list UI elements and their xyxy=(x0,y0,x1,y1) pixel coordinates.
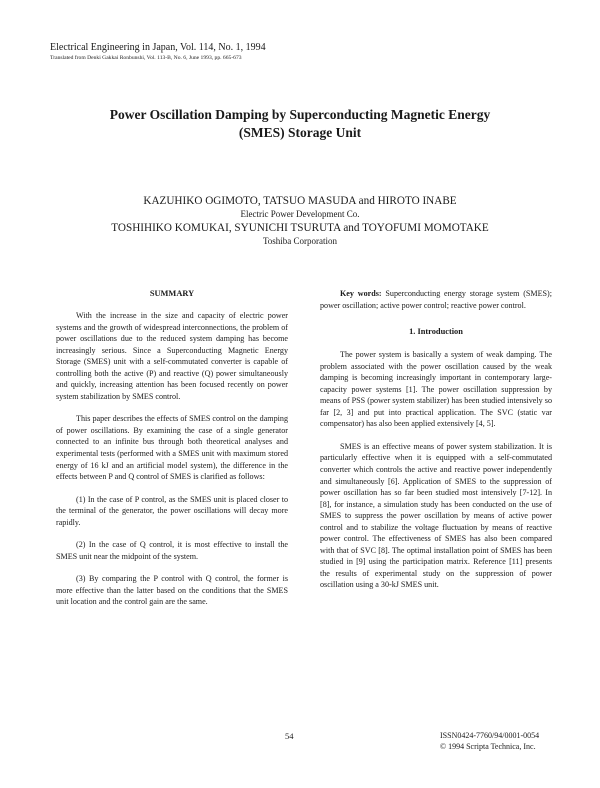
author-block xyxy=(40,194,560,248)
issn-code: ISSN0424-7760/94/0001-0054 xyxy=(440,731,540,740)
keywords xyxy=(320,288,552,311)
publication-info xyxy=(440,730,539,752)
keywords-label: Key words: xyxy=(340,289,382,298)
translation-source: Translated from Denki Gakkai Ronbunshi, Vol. 113-B, No. 6, June 1993, pp. 665-673 xyxy=(50,55,242,61)
authors-group-2: TOSHIHIKO KOMUKAI, SYUNICHI TSURUTA and TOYOFUMI MOMOTAKE xyxy=(111,222,489,234)
paper-title xyxy=(60,106,540,142)
introduction-heading: 1. Introduction xyxy=(409,327,463,337)
summary-paragraph-2: This paper describes the effects of SMES control on the damping of power oscillations. By examining the case of a single generator connected to an infinite bus through both theoretical analyses and experimental tests (performed with a SMES unit with maximum stored energy of 16 kJ and an artificial model system), the difference in the effects between P and Q control of SMES is clarified as follows: xyxy=(56,414,288,482)
copyright-notice: © 1994 Scripta Technica, Inc. xyxy=(440,742,536,751)
summary-paragraph-4: (2) In the case of Q control, it is most effective to install the SMES unit near the midpoint of the system. xyxy=(56,540,288,561)
affiliation-2: Toshiba Corporation xyxy=(262,236,338,246)
summary-paragraph-5: (3) By comparing the P control with Q control, the former is more effective than the latter based on the conditions that the SMES unit location and the control gain are the same. xyxy=(56,574,288,607)
keywords-text: Superconducting energy storage system (SMES); power oscillation; active power control; reactive power control. xyxy=(320,289,552,310)
authors-group-1: KAZUHIKO OGIMOTO, TATSUO MASUDA and HIROTO INABE xyxy=(143,195,457,207)
summary-heading: SUMMARY xyxy=(149,289,195,298)
affiliation-1: Electric Power Development Co. xyxy=(240,209,360,219)
introduction-paragraph-1: The power system is basically a system of weak damping. The problem associated with the power oscillation caused by the weak damping is becoming increasingly important in contemporary large-capacity power systems [1]. The power oscillation suppression by means of PSS (power system stabilizer) has been studied intensively so far [2, 3] and put into practical application. The SVC (static var compensator) has also been applied extensively [4, 5]. xyxy=(320,350,552,429)
left-column xyxy=(56,288,288,608)
title-line-1: Power Oscillation Damping by Superconducting Magnetic Energy xyxy=(109,107,491,122)
introduction-paragraph-2: SMES is an effective means of power system stabilization. It is particularly effective when it is equipped with a self-commutated converter which controls the active and reactive power independently and simultaneously [6]. Application of SMES to the suppression of power oscillation has so far been studied most intensively [7-12]. In [8], for instance, a simulation study has been conducted on the use of SMES to suppress the power oscillation by means of active power control and to stabilize the voltage fluctuation by means of reactive power control. The effectiveness of SMES has also been compared with that of SVC [8]. The optimal installation point of SMES has been studied in [9] using the participation matrix. Reference [11] presents the results of experimental study on the suppression of power oscillation using a 30-kJ SMES unit. xyxy=(320,441,552,590)
summary-paragraph-3: (1) In the case of P control, as the SMES unit is placed closer to the terminal of the generator, the power oscillations will decay more rapidly. xyxy=(56,494,288,527)
summary-paragraph-1: With the increase in the size and capacity of electric power systems and the growth of widespread interconnections, the problem of power oscillations due to the reduced system damping has become increasingly serious. Since a Superconducting Magnetic Energy Storage (SMES) unit with a self-commutated converter is capable of controlling both the active (P) and reactive (Q) power simultaneously and quickly, increasing attention has been focused recently on power system stabilization by SMES control. xyxy=(56,311,288,401)
title-line-2: (SMES) Storage Unit xyxy=(238,125,362,140)
journal-citation: Electrical Engineering in Japan, Vol. 114, No. 1, 1994 xyxy=(50,42,266,53)
right-column xyxy=(320,288,552,591)
page-number: 54 xyxy=(285,731,294,741)
